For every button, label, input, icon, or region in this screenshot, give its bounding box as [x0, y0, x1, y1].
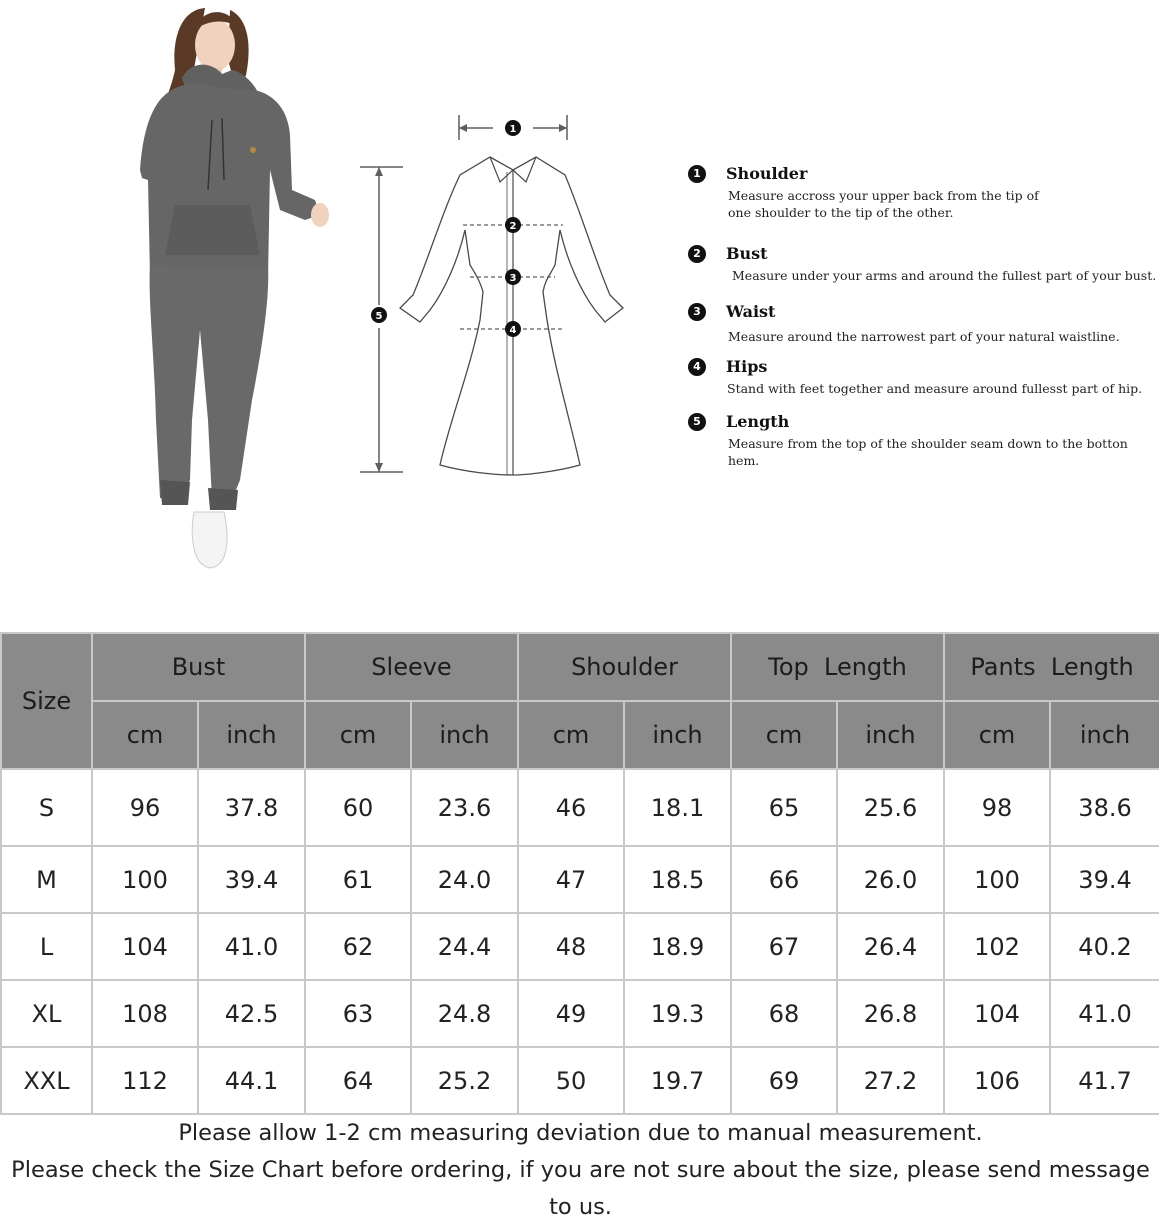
measurement-cell: 98	[944, 769, 1050, 846]
guide-description: Measure under your arms and around the fullest part of your bust.	[732, 268, 1157, 283]
size-cell: M	[1, 846, 92, 913]
guide-title: Hips	[726, 357, 768, 376]
measurement-cell: 24.4	[411, 913, 518, 980]
guide-title: Shoulder	[726, 164, 808, 183]
group-header-pants-length: Pants Length	[944, 633, 1159, 701]
unit-header: inch	[1050, 701, 1159, 769]
size-header: Size	[1, 633, 92, 769]
group-header-bust: Bust	[92, 633, 305, 701]
measurement-cell: 100	[92, 846, 198, 913]
table-row	[1, 1047, 1159, 1114]
measurement-cell: 47	[518, 846, 624, 913]
measurement-cell: 26.4	[837, 913, 944, 980]
measurement-cell: 104	[944, 980, 1050, 1047]
measurement-cell: 41.0	[1050, 980, 1159, 1047]
measurement-cell: 108	[92, 980, 198, 1047]
svg-text:2: 2	[509, 221, 517, 232]
measurement-cell: 37.8	[198, 769, 305, 846]
measurement-cell: 44.1	[198, 1047, 305, 1114]
size-chart-table	[0, 632, 1159, 1226]
measurement-cell: 112	[92, 1047, 198, 1114]
measurement-cell: 27.2	[837, 1047, 944, 1114]
measurement-cell: 41.7	[1050, 1047, 1159, 1114]
measurement-cell: 23.6	[411, 769, 518, 846]
diagram-marker-2	[505, 217, 521, 233]
diagram-marker-1	[505, 120, 521, 136]
number-badge: 5	[688, 413, 706, 431]
diagram-marker-5	[371, 307, 387, 323]
measurement-cell: 46	[518, 769, 624, 846]
measurement-cell: 24.8	[411, 980, 518, 1047]
measurement-cell: 38.6	[1050, 769, 1159, 846]
measurement-cell: 19.7	[624, 1047, 731, 1114]
measurement-cell: 100	[944, 846, 1050, 913]
measurement-cell: 104	[92, 913, 198, 980]
measurement-cell: 60	[305, 769, 411, 846]
size-cell: XXL	[1, 1047, 92, 1114]
number-badge: 2	[688, 245, 706, 263]
measurement-cell: 42.5	[198, 980, 305, 1047]
measurement-cell: 26.0	[837, 846, 944, 913]
measurement-cell: 39.4	[1050, 846, 1159, 913]
measurement-cell: 66	[731, 846, 837, 913]
number-badge: 3	[688, 303, 706, 321]
svg-text:4: 4	[509, 325, 517, 336]
measurement-cell: 64	[305, 1047, 411, 1114]
unit-header: cm	[518, 701, 624, 769]
guide-title: Length	[726, 412, 790, 431]
unit-header: inch	[198, 701, 305, 769]
unit-header: cm	[305, 701, 411, 769]
table-row	[1, 913, 1159, 980]
measurement-cell: 106	[944, 1047, 1050, 1114]
guide-title: Waist	[726, 302, 776, 321]
group-header-sleeve: Sleeve	[305, 633, 518, 701]
table-row	[1, 980, 1159, 1047]
group-header-top-length: Top Length	[731, 633, 944, 701]
measurement-cell: 63	[305, 980, 411, 1047]
measurement-cell: 18.9	[624, 913, 731, 980]
measurement-cell: 18.5	[624, 846, 731, 913]
measurement-cell: 40.2	[1050, 913, 1159, 980]
measurement-cell: 65	[731, 769, 837, 846]
guide-description: Measure around the narrowest part of your natural waistline.	[728, 329, 1120, 344]
size-cell: XL	[1, 980, 92, 1047]
note-line-2: Please check the Size Chart before ordering, if you are not sure about the size, please send message to us.	[11, 1157, 1150, 1220]
group-header-shoulder: Shoulder	[518, 633, 731, 701]
svg-text:5: 5	[375, 311, 383, 322]
measurement-cell: 25.2	[411, 1047, 518, 1114]
unit-header: cm	[731, 701, 837, 769]
guide-description: Measure from the top of the shoulder seam down to the botton hem.	[728, 436, 1128, 468]
measurement-cell: 26.8	[837, 980, 944, 1047]
unit-header: inch	[837, 701, 944, 769]
measurement-cell: 18.1	[624, 769, 731, 846]
table-row	[1, 846, 1159, 913]
unit-header: cm	[92, 701, 198, 769]
diagram-marker-3	[505, 269, 521, 285]
measurement-cell: 61	[305, 846, 411, 913]
table-row	[1, 769, 1159, 846]
garment-diagram	[355, 110, 655, 490]
unit-header: inch	[411, 701, 518, 769]
measurement-cell: 69	[731, 1047, 837, 1114]
measurement-cell: 48	[518, 913, 624, 980]
measurement-cell: 67	[731, 913, 837, 980]
svg-text:3: 3	[509, 273, 517, 284]
measurement-cell: 96	[92, 769, 198, 846]
measurement-cell: 24.0	[411, 846, 518, 913]
measurement-cell: 19.3	[624, 980, 731, 1047]
note-row	[1, 1114, 1159, 1226]
measurement-cell: 25.6	[837, 769, 944, 846]
model-photo	[120, 0, 340, 575]
unit-header: cm	[944, 701, 1050, 769]
size-cell: L	[1, 913, 92, 980]
measurement-cell: 41.0	[198, 913, 305, 980]
guide-description: Measure accross your upper back from the tip of one shoulder to the tip of the other.	[728, 188, 1039, 220]
measurement-note	[1, 1114, 1159, 1226]
diagram-marker-4	[505, 321, 521, 337]
measurement-cell: 62	[305, 913, 411, 980]
measurement-cell: 39.4	[198, 846, 305, 913]
number-badge: 1	[688, 165, 706, 183]
number-badge: 4	[688, 358, 706, 376]
guide-title: Bust	[726, 244, 768, 263]
size-cell: S	[1, 769, 92, 846]
measurement-cell: 68	[731, 980, 837, 1047]
guide-description: Stand with feet together and measure around fullesst part of hip.	[727, 381, 1143, 396]
measurement-cell: 50	[518, 1047, 624, 1114]
svg-text:1: 1	[509, 124, 517, 135]
note-line-1: Please allow 1-2 cm measuring deviation due to manual measurement.	[178, 1120, 983, 1146]
unit-header: inch	[624, 701, 731, 769]
measurement-cell: 49	[518, 980, 624, 1047]
measurement-cell: 102	[944, 913, 1050, 980]
